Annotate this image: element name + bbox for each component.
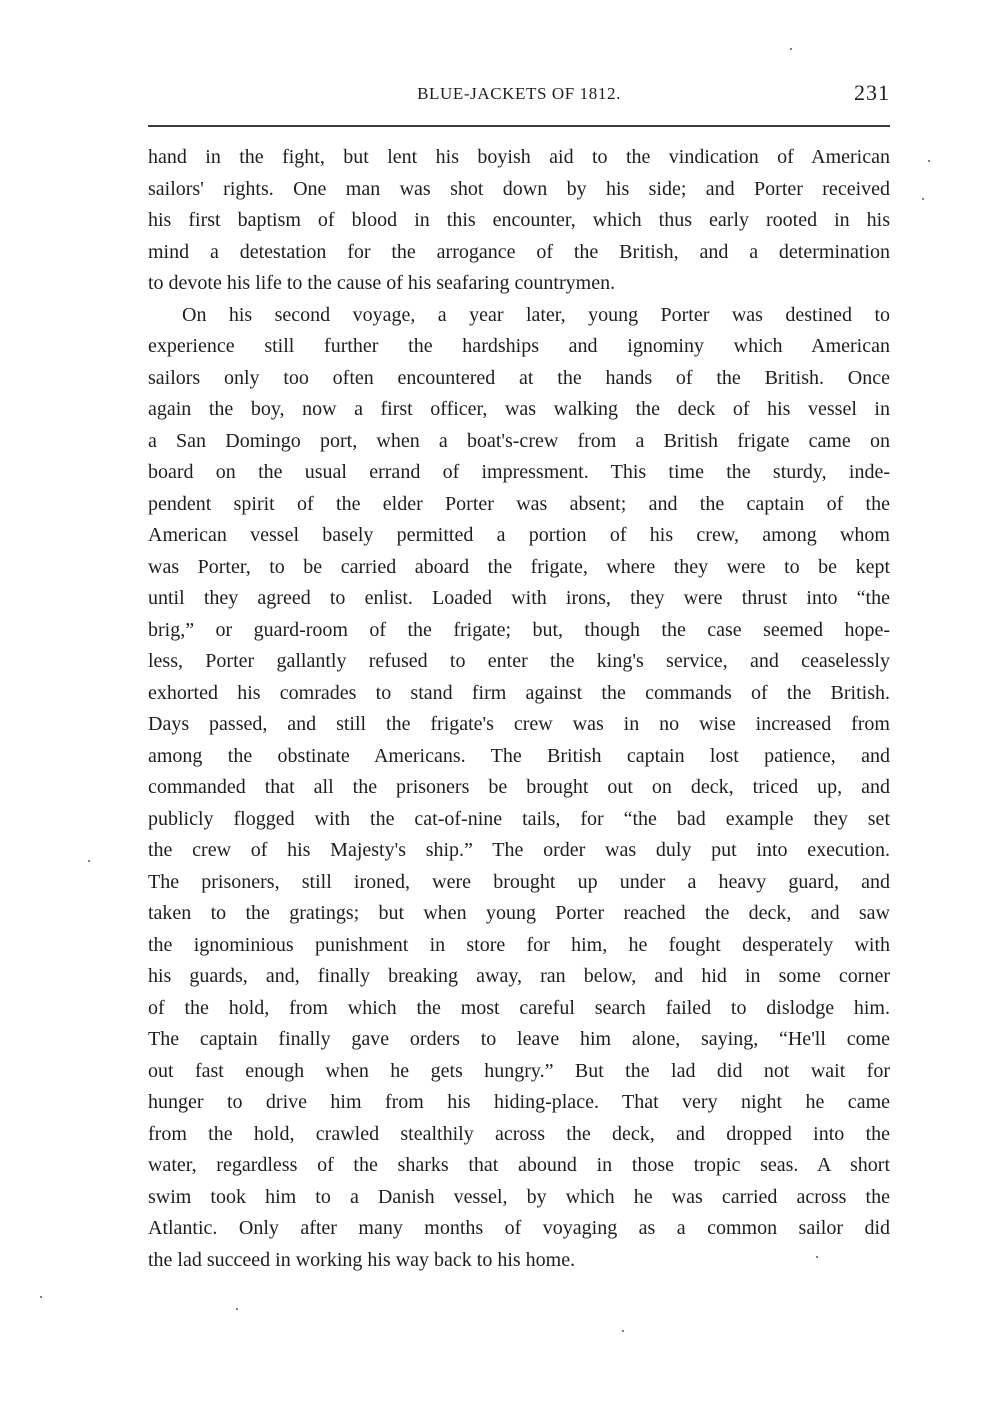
text-line: sailors only too often encountered at the hands of the British. Once	[148, 366, 890, 389]
text-line: a San Domingo port, when a boat's-crew from a British frigate came on	[148, 429, 890, 452]
text-line: until they agreed to enlist. Loaded with irons, they were thrust into “the	[148, 587, 890, 609]
text-line: taken to the gratings; but when young Porter reached the deck, and saw	[148, 902, 890, 924]
text-line: his guards, and, finally breaking away, ran below, and hid in some corner	[148, 965, 890, 987]
text-line: American vessel basely permitted a portion of his crew, among whom	[148, 524, 890, 546]
scan-speck	[40, 1296, 42, 1298]
text-line: out fast enough when he gets hungry.” But the lad did not wait for	[148, 1059, 890, 1082]
scan-speck	[790, 48, 792, 50]
text-line: commanded that all the prisoners be brought out on deck, triced up, and	[148, 776, 890, 798]
page-number: 231	[854, 80, 890, 105]
text-line: On his second voyage, a year later, young Porter was destined to	[182, 303, 890, 326]
text-line: was Porter, to be carried aboard the frigate, where they were to be kept	[148, 555, 890, 578]
scan-speck	[622, 1330, 624, 1332]
scan-speck	[922, 198, 924, 200]
scan-speck	[816, 1256, 818, 1258]
text-line: again the boy, now a first officer, was walking the deck of his vessel in	[148, 398, 890, 420]
text-line: the crew of his Majesty's ship.” The order was duly put into execution.	[148, 839, 890, 861]
text-line: the lad succeed in working his way back to his home.	[148, 1248, 576, 1271]
text-line: hunger to drive him from his hiding-place. That very night he came	[148, 1091, 890, 1113]
text-line: his first baptism of blood in this encounter, which thus early rooted in his	[148, 209, 890, 231]
text-line: hand in the fight, but lent his boyish aid to the vindication of American	[148, 146, 890, 168]
text-line: publicly flogged with the cat-of-nine tails, for “the bad example they set	[148, 807, 890, 830]
running-head	[148, 80, 890, 110]
body-text	[148, 142, 890, 1276]
text-line: the ignominious punishment in store for him, he fought desperately with	[148, 933, 890, 956]
text-line: mind a detestation for the arrogance of the British, and a determination	[148, 240, 890, 263]
paragraph-2	[148, 300, 890, 1277]
running-title: BLUE-JACKETS OF 1812.	[417, 84, 621, 103]
scan-speck	[88, 860, 90, 862]
text-line: exhorted his comrades to stand firm against the commands of the British.	[148, 681, 890, 704]
text-line: Days passed, and still the frigate's crew was in no wise increased from	[148, 713, 890, 735]
text-line: Atlantic. Only after many months of voyaging as a common sailor did	[148, 1217, 890, 1239]
text-line: The captain finally gave orders to leave him alone, saying, “He'll come	[148, 1028, 890, 1050]
text-line: sailors' rights. One man was shot down by his side; and Porter received	[148, 177, 890, 200]
header-rule	[148, 125, 890, 127]
text-line: experience still further the hardships and ignominy which American	[148, 335, 890, 357]
scan-speck	[236, 1308, 238, 1310]
text-line: brig,” or guard-room of the frigate; but, though the case seemed hope-	[148, 618, 890, 641]
text-line: pendent spirit of the elder Porter was absent; and the captain of the	[148, 492, 890, 515]
text-line: to devote his life to the cause of his seafaring countrymen.	[148, 272, 616, 294]
text-line: The prisoners, still ironed, were brought up under a heavy guard, and	[148, 870, 890, 893]
text-line: from the hold, crawled stealthily across the deck, and dropped into the	[148, 1122, 890, 1145]
text-line: of the hold, from which the most careful search failed to dislodge him.	[148, 996, 890, 1019]
text-line: swim took him to a Danish vessel, by which he was carried across the	[148, 1185, 890, 1208]
text-line: water, regardless of the sharks that abound in those tropic seas. A short	[148, 1154, 890, 1176]
text-line: less, Porter gallantly refused to enter the king's service, and ceaselessly	[148, 650, 890, 672]
scan-speck	[928, 160, 930, 162]
paragraph-1	[148, 142, 890, 300]
text-line: among the obstinate Americans. The British captain lost patience, and	[148, 744, 890, 767]
text-line: board on the usual errand of impressment. This time the sturdy, inde-	[148, 461, 890, 483]
